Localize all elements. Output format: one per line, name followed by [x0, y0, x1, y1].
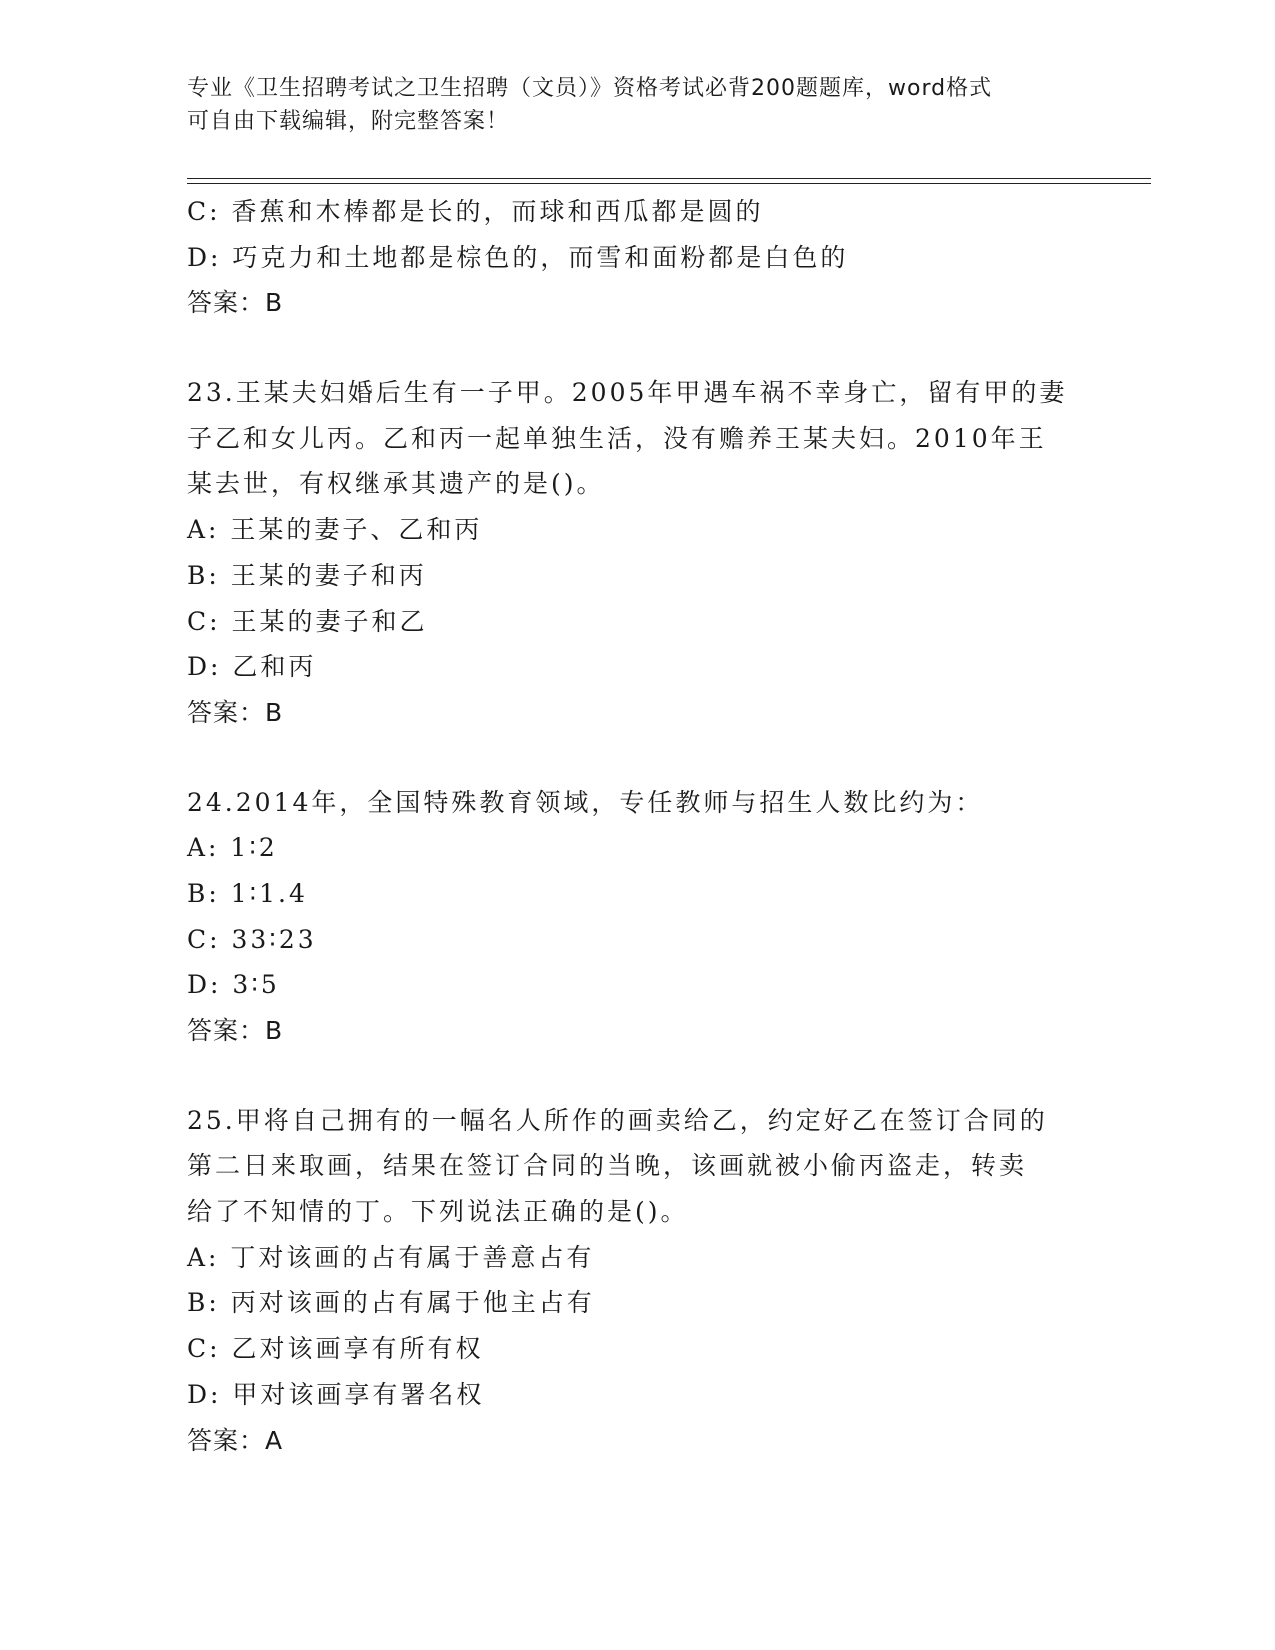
header-line-1: 专业《卫生招聘考试之卫生招聘（文员）》资格考试必背200题题库，word格式 — [187, 76, 993, 101]
option-line: A: 丁对该画的占有属于善意占有 — [187, 1242, 595, 1272]
question-stem-line: 第二日来取画，结果在签订合同的当晚，该画就被小偷丙盗走，转卖 — [187, 1151, 1028, 1181]
spacer — [187, 736, 1087, 780]
answer-line: 答案：B — [187, 288, 284, 318]
header-line-2: 可自由下载编辑，附完整答案！ — [187, 109, 510, 134]
option-line: C: 王某的妻子和乙 — [187, 606, 428, 636]
option-line: A: 王某的妻子、乙和丙 — [187, 515, 483, 545]
question-stem-line: 24.2014年，全国特殊教育领域，专任教师与招生人数比约为： — [187, 787, 984, 817]
option-line: D: 乙和丙 — [187, 652, 317, 682]
question-25 — [187, 1098, 1087, 1464]
question-stem-line: 给了不知情的丁。下列说法正确的是()。 — [187, 1197, 689, 1227]
option-line: C: 香蕉和木棒都是长的，而球和西瓜都是圆的 — [187, 197, 764, 226]
answer-line: 答案：B — [187, 1016, 284, 1045]
spacer — [187, 326, 1087, 370]
question-stem-line: 子乙和女儿丙。乙和丙一起单独生活，没有赡养王某夫妇。2010年王 — [187, 423, 1047, 453]
answer-line: 答案：B — [187, 697, 284, 727]
question-24 — [187, 780, 1087, 1054]
option-line: C: 33∶23 — [187, 924, 317, 954]
document-body — [187, 189, 1087, 1463]
previous-question-tail — [187, 189, 1087, 326]
option-line: A: 1∶2 — [187, 833, 278, 863]
option-line: D: 甲对该画享有署名权 — [187, 1379, 485, 1409]
option-line: D: 3∶5 — [187, 970, 280, 1000]
spacer — [187, 1054, 1087, 1098]
option-line: B: 王某的妻子和丙 — [187, 560, 427, 590]
header-divider-top — [187, 178, 1151, 179]
option-line: B: 丙对该画的占有属于他主占有 — [187, 1288, 595, 1318]
option-line: D: 巧克力和土地都是棕色的，而雪和面粉都是白色的 — [187, 242, 849, 272]
question-stem-line: 23.王某夫妇婚后生有一子甲。2005年甲遇车祸不幸身亡，留有甲的妻 — [187, 378, 1068, 408]
question-stem-line: 25.甲将自己拥有的一幅名人所作的画卖给乙，约定好乙在签订合同的 — [187, 1105, 1048, 1135]
question-23 — [187, 370, 1087, 736]
question-stem-line: 某去世，有权继承其遗产的是()。 — [187, 469, 605, 499]
option-line: C: 乙对该画享有所有权 — [187, 1334, 484, 1364]
header-divider-bottom — [187, 183, 1151, 184]
document-header — [187, 72, 1067, 138]
answer-line: 答案：A — [187, 1425, 284, 1455]
option-line: B: 1∶1.4 — [187, 878, 308, 908]
